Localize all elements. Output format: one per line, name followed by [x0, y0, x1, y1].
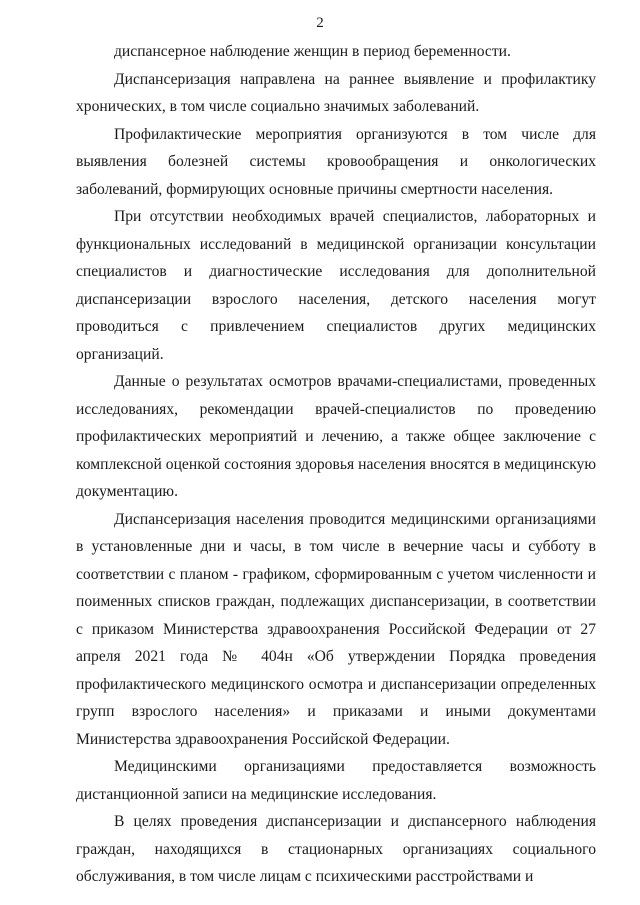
paragraph-examination-results: Данные о результатах осмотров врачами-специалистами, проведенных исследованиях, рекомендации врачей-специалистов по проведению профилактических мероприятий и лечению, а также общее заключение с комплексной оценкой состояния здоровья населения вносятся в медицинскую документацию.	[76, 373, 596, 500]
paragraph-dispensarization-purpose: Диспансеризация направлена на раннее выявление и профилактику хронических, в том числе социально значимых заболеваний.	[76, 70, 596, 115]
paragraph-external-specialists: При отсутствии необходимых врачей специалистов, лабораторных и функциональных исследований в медицинской организации консультации специалистов и диагностические исследования для дополнительной диспансеризации взрослого населения, детского населения могут проводиться с привлечением специалистов других медицинских организаций.	[76, 208, 596, 363]
paragraph-schedule-order: Диспансеризация населения проводится медицинскими организациями в установленные дни и часы, в том числе в вечерние часы и субботу в соответствии с планом - графиком, сформированным с учетом численности и поименных списков граждан, подлежащих диспансеризации, в соответствии с приказом Министерства здравоохранения Российской Федерации от 27 апреля 2021 года № 404н «Об утверждении Порядка проведения профилактического медицинского осмотра и диспансеризации определенных групп взрослого населения» и приказами и иными документами Министерства здравоохранения Российской Федерации.	[76, 510, 596, 748]
document-body	[76, 38, 596, 891]
paragraph-social-service-citizens: В целях проведения диспансеризации и диспансерного наблюдения граждан, находящихся в стационарных организациях социального обслуживания, в том числе лицам с психическими расстройствами и	[76, 813, 596, 885]
paragraph-pregnancy-observation: диспансерное наблюдение женщин в период беременности.	[114, 43, 511, 60]
paragraph-preventive-measures: Профилактические мероприятия организуются в том числе для выявления болезней системы кровообращения и онкологических заболеваний, формирующих основные причины смертности населения.	[76, 125, 596, 198]
paragraph-remote-registration: Медицинскими организациями предоставляется возможность дистанционной записи на медицинские исследования.	[76, 758, 596, 803]
page-number: 2	[316, 15, 324, 31]
